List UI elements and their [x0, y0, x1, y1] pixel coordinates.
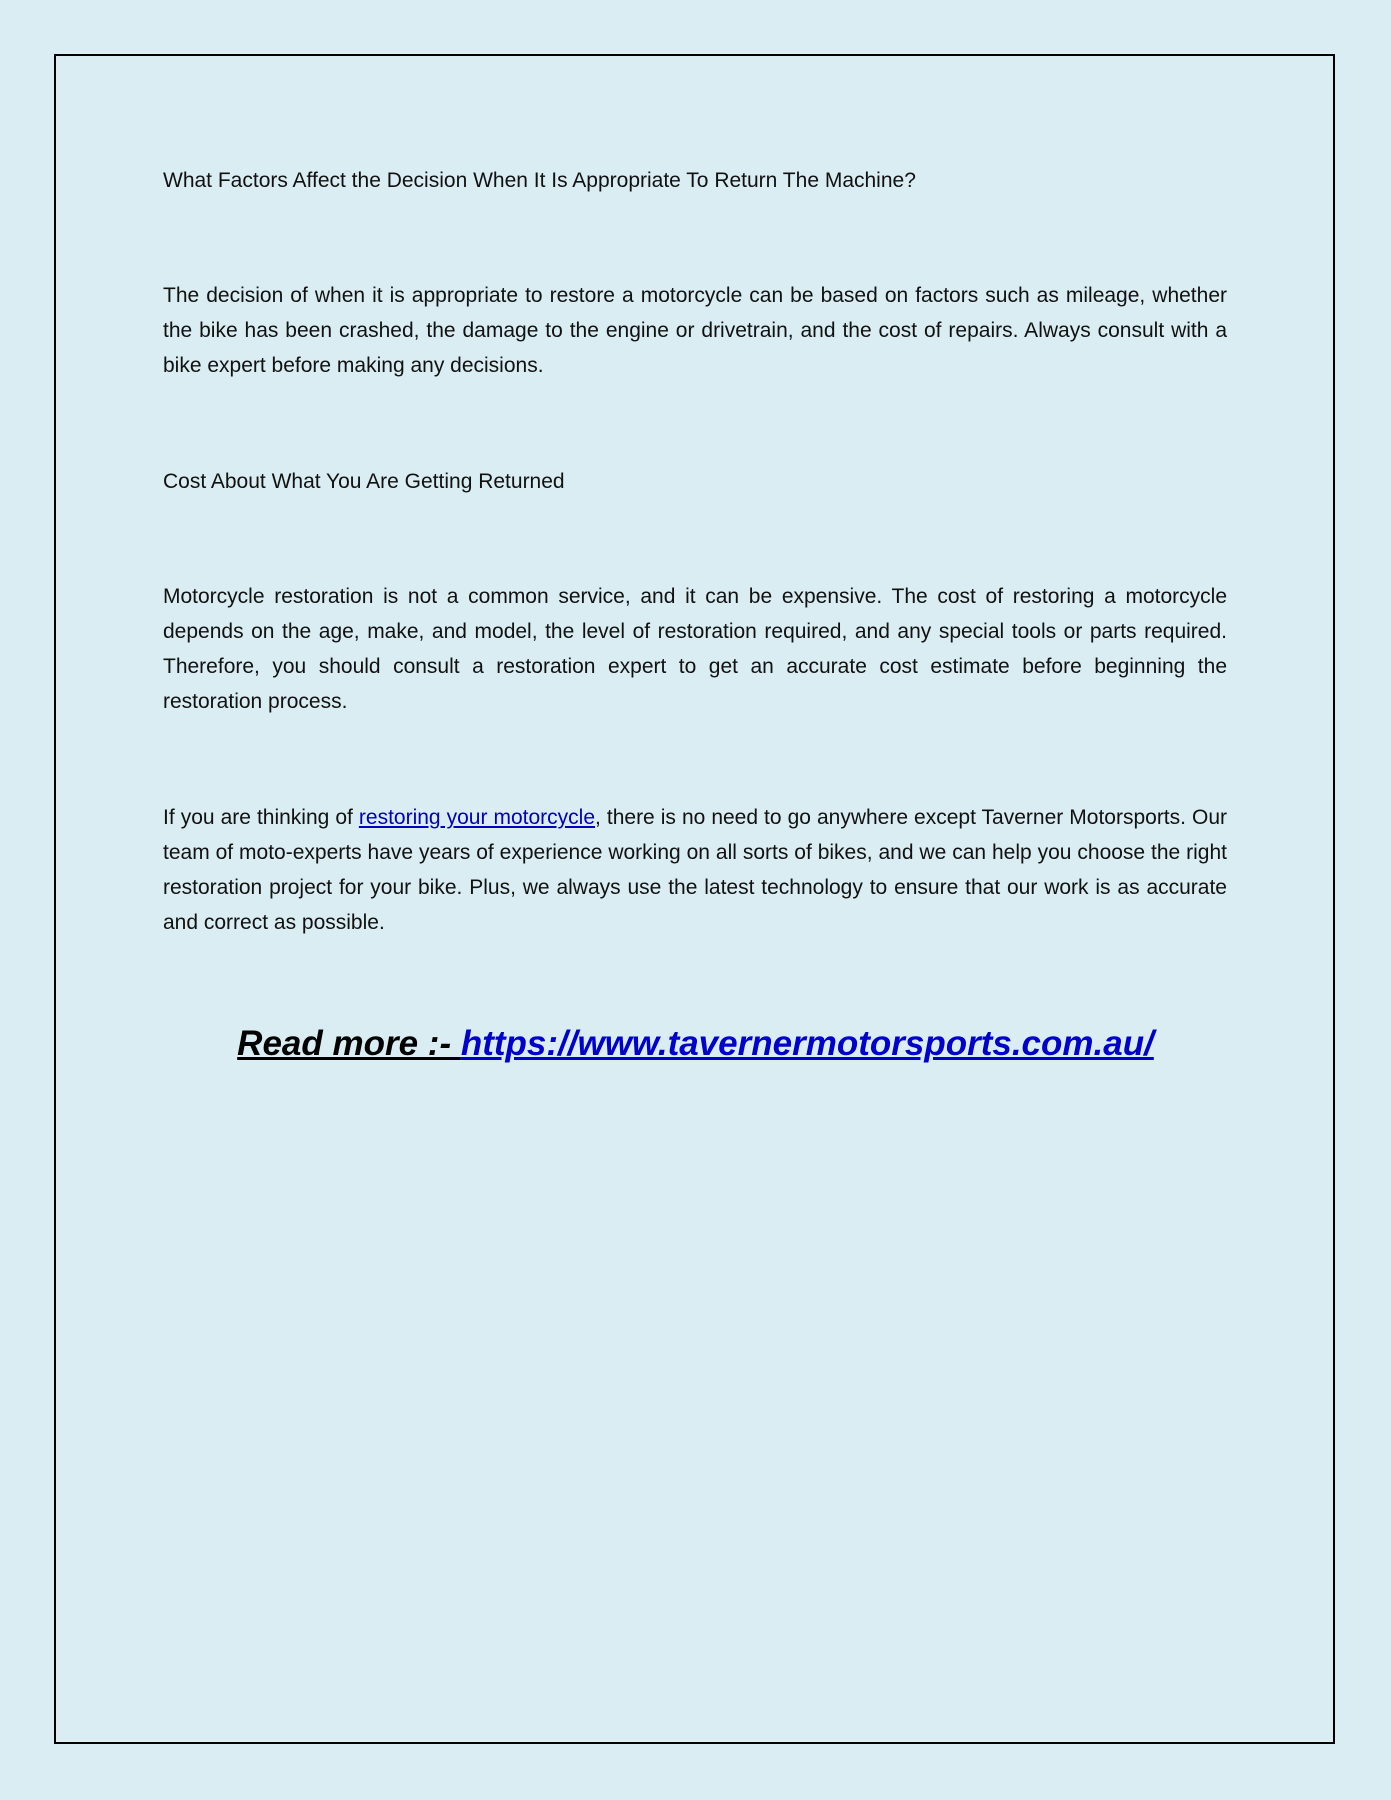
- read-more-line: [0, 1022, 1391, 1066]
- restoring-motorcycle-link[interactable]: restoring your motorcycle: [358, 806, 596, 829]
- paragraph-taverner: [163, 800, 1227, 940]
- read-more-label: Read more :-: [237, 1024, 461, 1063]
- taverner-website-link[interactable]: https://www.tavernermotorsports.com.au/: [460, 1024, 1154, 1063]
- paragraph-cost: Motorcycle restoration is not a common service, and it can be expensive. The cost of restoring a motorcycle depends on the age, make, and model, the level of restoration required, and any special tools or parts required. Therefore, you should consult a restoration expert to get an accurate cost estimate before beginning the restoration process.: [163, 585, 1227, 713]
- heading-factors: What Factors Affect the Decision When It Is Appropriate To Return The Machine?: [163, 169, 916, 192]
- paragraph-taverner-rest: , there is no need to go anywhere except Taverner Motorsports. Our team of moto-experts have years of experience working on all sorts of bikes, and we can help you choose the right restoration project for your bike. Plus, we always use the latest technology to ensure that our work is as accurate and correct as possible.: [163, 806, 1228, 934]
- paragraph-taverner-lead: If you are thinking of: [163, 806, 359, 829]
- paragraph-restore-decision: The decision of when it is appropriate to restore a motorcycle can be based on factors such as mileage, whether the bike has been crashed, the damage to the engine or drivetrain, and the cost of repairs. Always consult with a bike expert before making any decisions.: [163, 284, 1227, 377]
- heading-cost: Cost About What You Are Getting Returned: [163, 470, 565, 493]
